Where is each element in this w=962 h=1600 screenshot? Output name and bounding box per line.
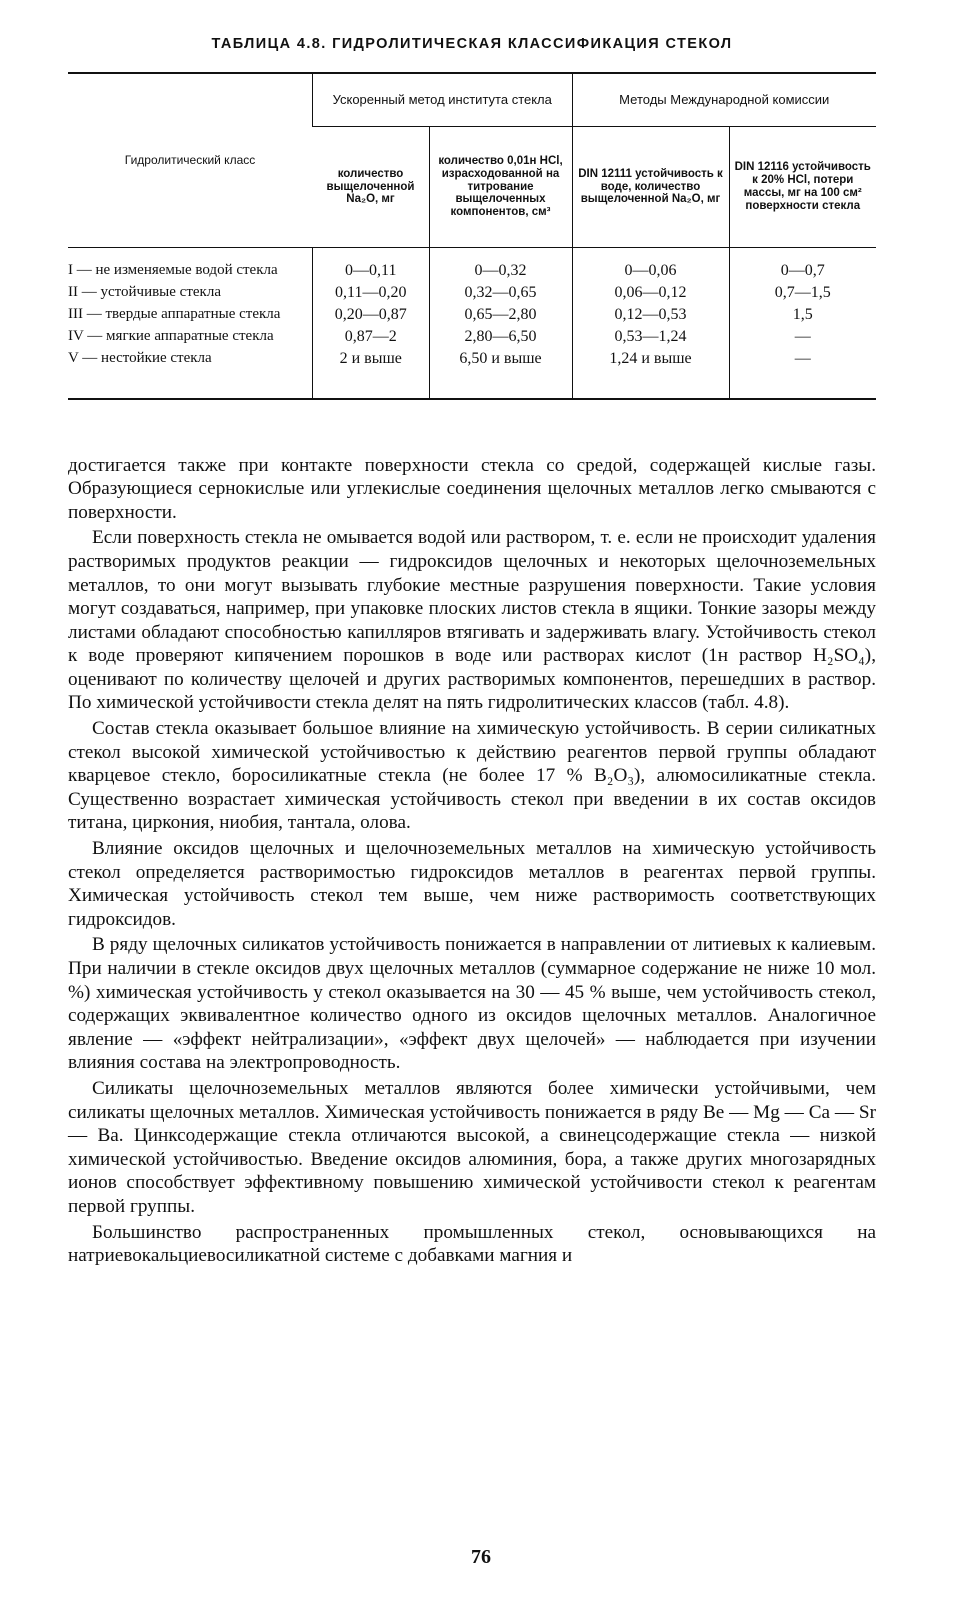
page-number: 76 [471, 1546, 491, 1568]
cell-value: 0,11—0,20 [313, 282, 430, 304]
header-din12116: DIN 12116 устойчивость к 20% HCl, потери массы, мг на 100 см² поверхности стекла [729, 127, 876, 248]
cell-value: 0—0,11 [313, 248, 430, 282]
cell-value: 0,53—1,24 [572, 326, 729, 348]
cell-value: 0,20—0,87 [313, 304, 430, 326]
cell-value: 0,65—2,80 [429, 304, 572, 326]
body-text [68, 454, 876, 1268]
cell-value: 2,80—6,50 [429, 326, 572, 348]
row-class: I — не изменяемые водой стекла [68, 262, 278, 278]
cell-value: 0,7—1,5 [729, 282, 876, 304]
paragraph: Если поверхность стекла не омывается водой или раствором, т. е. если не происходит удаления растворимых продуктов реакции — гидроксидов щелочных и некоторых щелочноземельных металлов, то они могут вызывать глубокие местные разрушения поверхности. Такие условия могут создаваться, например, при упаковке плоских листов стекла в ящики. Тонкие зазоры между листами обладают способностью капилляров втягивать и задерживать влагу. Устойчивость стекол к воде проверяют кипячением порошков в воде или растворах кислот (1н раствор H₂SO₄), оценивают по количеству щелочей и других растворимых компонентов, перешедших в раствор. По химической устойчивости стекла делят на пять гидролитических классов (табл. 4.8). [68, 527, 876, 714]
row-class: IV — мягкие аппаратные стекла [68, 327, 274, 344]
row-class: V — нестойкие стекла [68, 349, 212, 366]
cell-value: — [729, 326, 876, 348]
cell-value: 2 и выше [313, 348, 430, 399]
table-row [68, 326, 876, 348]
hydrolytic-classification-table [68, 72, 876, 400]
cell-value: 0—0,32 [429, 248, 572, 282]
table-title: ТАБЛИЦА 4.8. ГИДРОЛИТИЧЕСКАЯ КЛАССИФИКАЦИЯ СТЕКОЛ [211, 36, 733, 52]
paragraph: Силикаты щелочноземельных металлов являются более химически устойчивыми, чем силикаты щелочных металлов. Химическая устойчивость понижается в ряду Be — Mg — Ca — Sr — Ba. Цинксодержащие стекла отличаются высокой, а свинецсодержащие стекла — низкой химической устойчивостью. Введение оксидов алюминия, бора, а также других многозарядных ионов способствует эффективному повышению химической устойчивости стекол к реагентам первой группы. [68, 1077, 876, 1217]
header-na2o: количество выщелоченной Na₂O, мг [313, 127, 430, 248]
cell-value: 1,24 и выше [572, 348, 729, 399]
table-row [68, 248, 876, 282]
cell-value: 0—0,06 [572, 248, 729, 282]
cell-value: 0,06—0,12 [572, 282, 729, 304]
paragraph: Большинство распространенных промышленных стекол, основывающихся на натриевокальциевосиликатной системе с добавками магния и [68, 1221, 876, 1267]
header-class: Гидролитический класс [68, 73, 313, 248]
header-group-international: Методы Международной комиссии [572, 73, 876, 127]
row-class: II — устойчивые стекла [68, 283, 221, 300]
cell-value: 0,12—0,53 [572, 304, 729, 326]
table-row [68, 282, 876, 304]
header-group-institute: Ускоренный метод института стекла [313, 73, 573, 127]
header-hcl: количество 0,01н HCl, израсходованной на титрование выщелоченных компонентов, см³ [429, 127, 572, 248]
paragraph: Состав стекла оказывает большое влияние на химическую устойчивость. В серии силикатных стекол высокой химической устойчивостью к действию реагентов первой группы обладают кварцевое стекло, боросиликатные стекла (не более 17 % B₂O₃), алюмосиликатные стекла. Существенно возрастает химическая устойчивость стекол при введении в их состав оксидов титана, циркония, ниобия, тантала, олова. [68, 718, 876, 834]
header-din12111: DIN 12111 устойчивость к воде, количество выщелоченной Na₂O, мг [572, 127, 729, 248]
cell-value: 0,32—0,65 [429, 282, 572, 304]
row-class: III — твердые аппаратные стекла [68, 305, 281, 322]
cell-value: 1,5 [729, 304, 876, 326]
cell-value: 6,50 и выше [429, 348, 572, 399]
cell-value: — [729, 348, 876, 399]
cell-value: 0,87—2 [313, 326, 430, 348]
cell-value: 0—0,7 [729, 248, 876, 282]
table-row [68, 304, 876, 326]
paragraph: Влияние оксидов щелочных и щелочноземельных металлов на химическую устойчивость стекол определяется растворимостью гидроксидов металлов в реагентах первой группы. Химическая устойчивость стекол тем выше, чем ниже растворимость соответствующих гидроксидов. [68, 838, 876, 930]
table-row [68, 348, 876, 399]
paragraph: В ряду щелочных силикатов устойчивость понижается в направлении от литиевых к калиевым. При наличии в стекле оксидов двух щелочных металлов (суммарное содержание не ниже 10 мол. %) химическая устойчивость у стекол оказывается на 30 — 45 % выше, чем устойчивость стекол, содержащих эквивалентное количество одного из оксидов щелочных металлов. Аналогичное явление — «эффект нейтрализации», «эффект двух щелочей» — наблюдается при изучении влияния состава на электропроводность. [68, 934, 876, 1074]
page [68, 36, 876, 1270]
paragraph: достигается также при контакте поверхности стекла со средой, содержащей кислые газы. Образующиеся сернокислые или углекислые соединения щелочных металлов легко смываются с поверхности. [68, 454, 876, 523]
